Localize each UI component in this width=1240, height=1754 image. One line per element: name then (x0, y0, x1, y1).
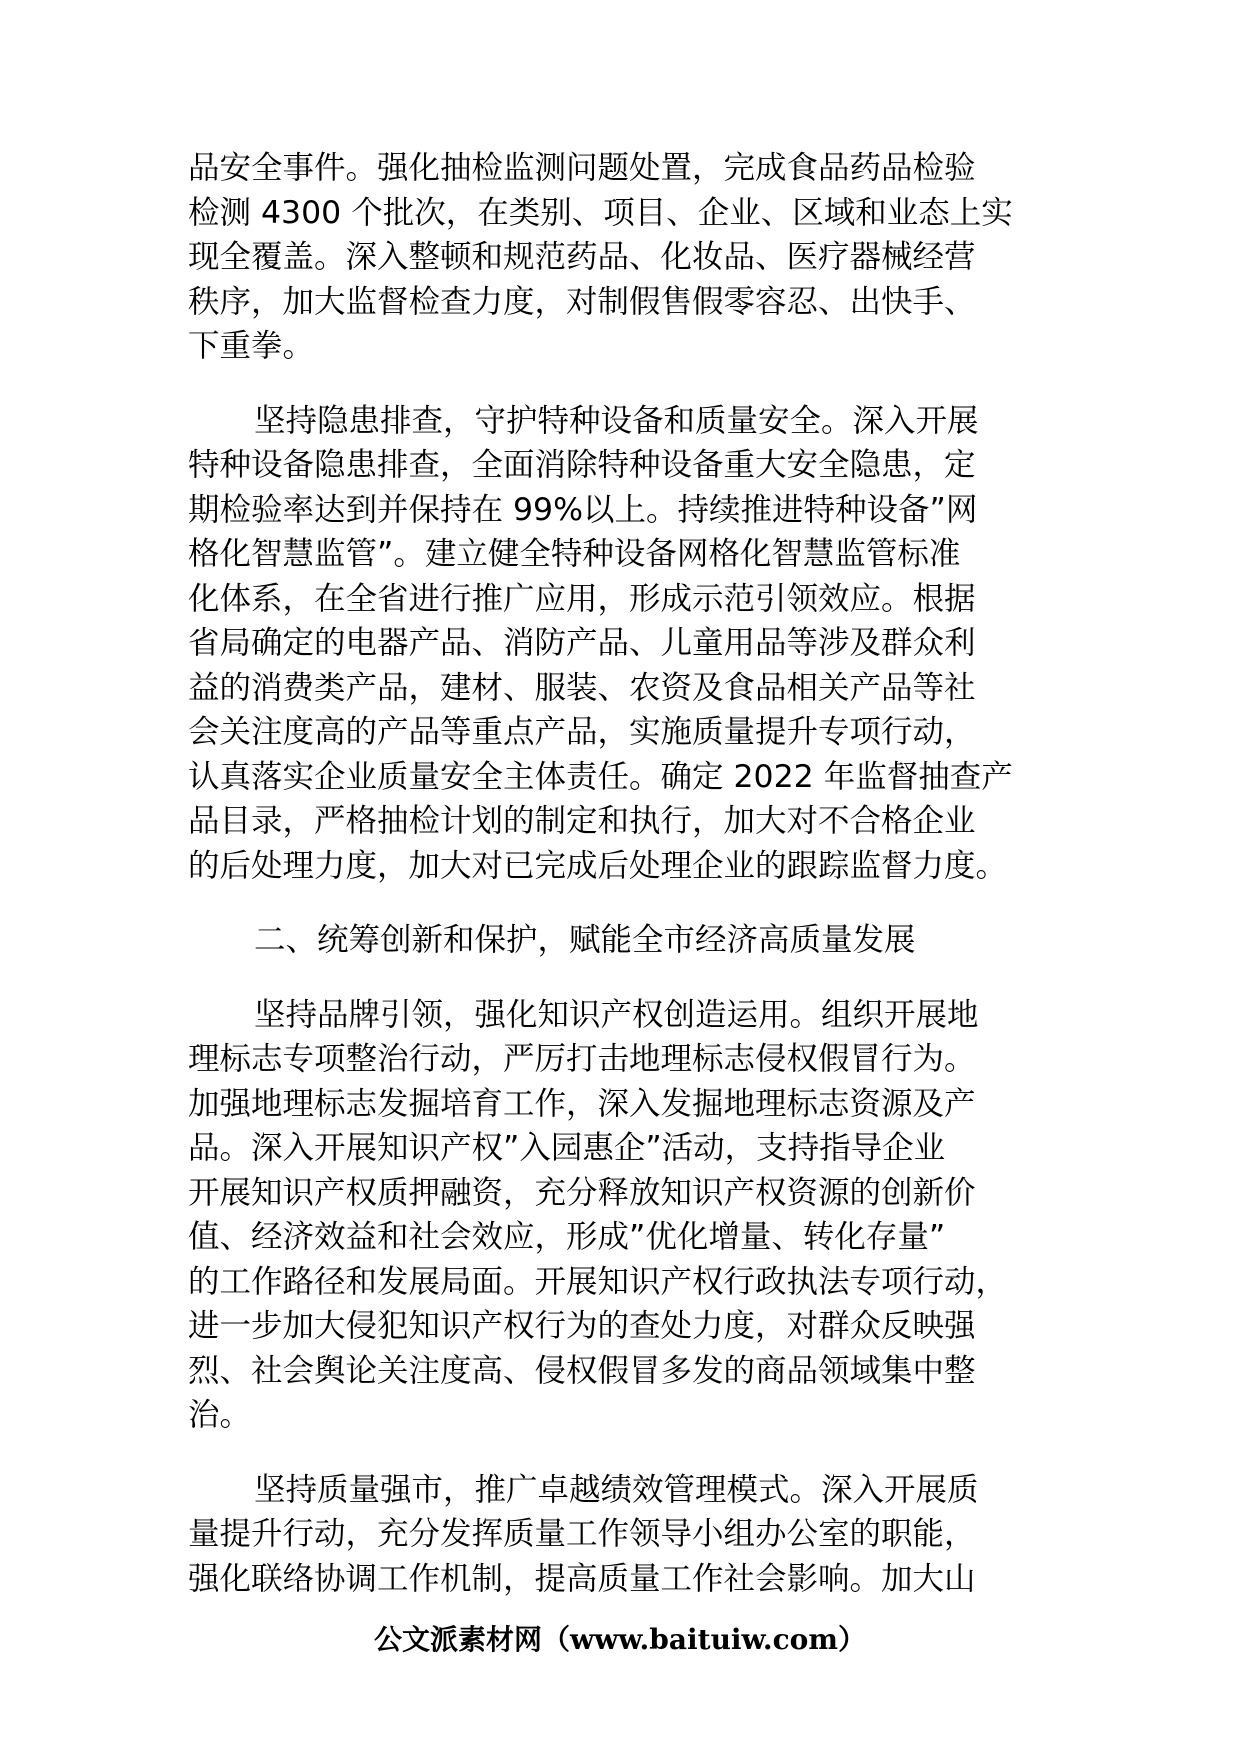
paragraph-brand-ip (188, 993, 1068, 1438)
text-line: 品目录，严格抽检计划的制定和执行，加大对不合格企业 (188, 803, 976, 839)
text-line: 现全覆盖。深入整顿和规范药品、化妆品、医疗器械经营 (188, 239, 976, 275)
text-line: 治。 (188, 1397, 252, 1433)
text-line: 强化联络协调工作机制，提高质量工作社会影响。加大山 (188, 1560, 976, 1597)
text-line: 坚持品牌引领，强化知识产权创造运用。组织开展地 (254, 996, 979, 1033)
paragraph-food-drug-safety (188, 146, 1068, 369)
paragraph-quality-city (188, 1468, 1068, 1602)
text-line: 理标志专项整治行动，严厉打击地理标志侵权假冒行为。 (188, 1041, 976, 1077)
text-line: 下重拳。 (188, 328, 315, 364)
text-line: 的后处理力度，加大对已完成后处理企业的跟踪监督力度。 (188, 847, 1008, 884)
document-body (188, 146, 1068, 1601)
text-line: 量提升行动，充分发挥质量工作领导小组办公室的职能， (188, 1516, 976, 1552)
text-line: 值、经济效益和社会效应，形成”优化增量、转化存量” (188, 1219, 946, 1255)
text-line: 开展知识产权质押融资，充分释放知识产权资源的创新价 (188, 1174, 976, 1211)
text-line: 的工作路径和发展局面。开展知识产权行政执法专项行动， (188, 1263, 1008, 1300)
paragraph-special-equipment (188, 399, 1068, 889)
text-line: 坚持隐患排查，守护特种设备和质量安全。深入开展 (254, 402, 979, 439)
text-line: 品安全事件。强化抽检监测问题处置，完成食品药品检验 (188, 150, 976, 186)
text-line: 坚持质量强市，推广卓越绩效管理模式。深入开展质 (254, 1471, 979, 1508)
text-line: 省局确定的电器产品、消防产品、儿童用品等涉及群众利 (188, 625, 976, 661)
text-line: 益的消费类产品，建材、服装、农资及食品相关产品等社 (188, 669, 976, 706)
text-line: 检测 4300 个批次，在类别、项目、企业、区域和业态上实 (188, 194, 1013, 231)
text-line: 进一步加大侵犯知识产权行为的查处力度，对群众反映强 (188, 1308, 976, 1344)
text-line: 化体系，在全省进行推广应用，形成示范引领效应。根据 (188, 580, 976, 617)
text-line: 认真落实企业质量安全主体责任。确定 2022 年监督抽查产 (188, 758, 1013, 795)
text-line: 期检验率达到并保持在 99%以上。持续推进特种设备”网 (188, 491, 978, 528)
text-line: 加强地理标志发掘培育工作，深入发掘地理标志资源及产 (188, 1085, 976, 1122)
text-line: 品。深入开展知识产权”入园惠企”活动，支持指导企业 (188, 1130, 946, 1166)
text-line: 会关注度高的产品等重点产品，实施质量提升专项行动， (188, 714, 976, 750)
text-line: 烈、社会舆论关注度高、侵权假冒多发的商品领域集中整 (188, 1352, 976, 1389)
text-line: 特种设备隐患排查，全面消除特种设备重大安全隐患，定 (188, 447, 976, 483)
text-line: 秩序，加大监督检查力度，对制假售假零容忍、出快手、 (188, 283, 976, 320)
footer-watermark: 公文派素材网（www.baituiw.com） (374, 1623, 866, 1656)
heading-line: 二、统筹创新和保护，赋能全市经济高质量发展 (254, 922, 916, 958)
section-heading (188, 918, 1068, 963)
text-line: 格化智慧监管”。建立健全特种设备网格化智慧监管标准 (188, 536, 961, 572)
